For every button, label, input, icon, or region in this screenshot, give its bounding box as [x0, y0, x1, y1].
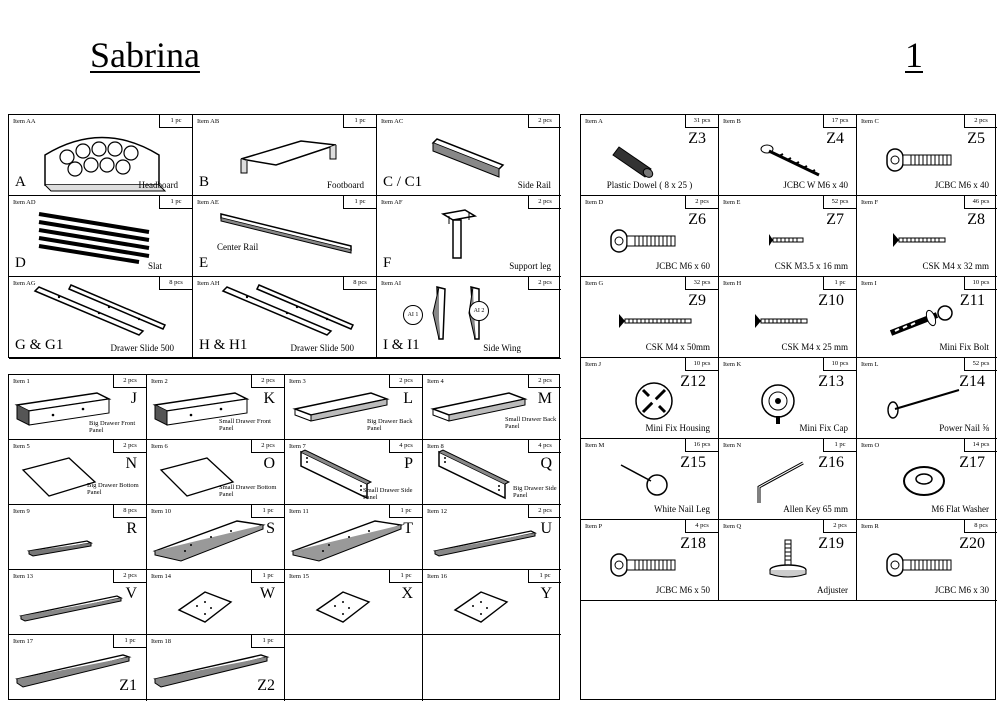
item-number: Item R: [861, 523, 879, 530]
empty-cell: [423, 635, 561, 701]
panel-cell: [285, 375, 423, 440]
part-name: JCBC M6 x 30: [934, 585, 989, 595]
part-code: Z3: [688, 130, 706, 147]
part-name: Plastic Dowel ( 8 x 25 ): [606, 180, 693, 190]
item-number: Item 17: [13, 638, 34, 645]
quantity-label: 17 pcs: [823, 115, 856, 128]
part-cell: [9, 196, 193, 277]
hardware-cell: [581, 115, 719, 196]
part-code: R: [126, 520, 137, 537]
panel-cell: [9, 375, 147, 440]
item-number: Item 2: [151, 378, 168, 385]
item-number: Item K: [723, 361, 742, 368]
strip-icon: [431, 527, 541, 562]
hardware-grid: [580, 114, 996, 700]
quantity-label: 1 pc: [343, 115, 376, 128]
part-letter: D: [15, 255, 26, 271]
quantity-label: 1 pc: [251, 570, 284, 583]
item-number: Item C: [861, 118, 879, 125]
quantity-label: 2 pcs: [251, 440, 284, 453]
panel-cell: [285, 505, 423, 570]
mini-fix-bolt-icon: [887, 301, 957, 346]
quantity-label: 1 pc: [251, 505, 284, 518]
part-cell: [377, 277, 561, 359]
part-code: Z6: [688, 211, 706, 228]
bottom-panel-icon: [19, 452, 99, 505]
part-letter: G & G1: [15, 337, 64, 353]
panel-cell: [147, 375, 285, 440]
empty-row: [581, 601, 997, 701]
part-name: Allen Key 65 mm: [783, 504, 848, 514]
quantity-label: 2 pcs: [113, 375, 146, 388]
part-code: Z11: [959, 292, 985, 309]
panel-cell: [147, 505, 285, 570]
part-code: Z1: [119, 677, 137, 694]
quantity-label: 2 pcs: [389, 375, 422, 388]
part-name: Side Rail: [517, 180, 551, 190]
part-code: N: [125, 455, 137, 472]
part-name: Drawer Slide 500: [110, 343, 174, 353]
item-number: Item AH: [197, 280, 220, 287]
panel-cell: [147, 440, 285, 505]
quantity-label: 8 pcs: [159, 277, 192, 290]
quantity-label: 1 pc: [343, 196, 376, 209]
part-name: Slat: [147, 261, 162, 271]
part-name: Big Drawer Front Panel: [89, 420, 136, 434]
bolt-icon: [885, 145, 955, 180]
part-code: Q: [540, 455, 552, 472]
item-number: Item AB: [197, 118, 220, 125]
item-number: Item Q: [723, 523, 742, 530]
screw-icon: [891, 230, 951, 255]
panel-cell: [285, 440, 423, 505]
quantity-label: 2 pcs: [113, 440, 146, 453]
quantity-label: 10 pcs: [823, 358, 856, 371]
quantity-label: 1 pc: [528, 570, 561, 583]
adjuster-icon: [763, 536, 813, 591]
strip-icon: [17, 592, 127, 627]
item-number: Item AF: [381, 199, 403, 206]
nail-leg-icon: [617, 461, 677, 506]
hardware-cell: [857, 196, 997, 277]
quantity-label: 2 pcs: [528, 196, 561, 209]
slat-icon: [29, 206, 159, 271]
quantity-label: 14 pcs: [964, 439, 997, 452]
quantity-label: 1 pc: [159, 196, 192, 209]
hardware-cell: [581, 439, 719, 520]
quantity-label: 1 pc: [113, 635, 146, 648]
part-name: Footboard: [327, 180, 364, 190]
part-cell: [193, 277, 377, 359]
footboard-icon: [231, 137, 341, 182]
item-number: Item 14: [151, 573, 172, 580]
quantity-label: 2 pcs: [823, 520, 856, 533]
quantity-label: 1 pc: [823, 439, 856, 452]
part-letter: H & H1: [199, 337, 248, 353]
item-number: Item AE: [197, 199, 219, 206]
quantity-label: 8 pcs: [113, 505, 146, 518]
hardware-cell: [719, 439, 857, 520]
part-code: V: [125, 585, 137, 602]
part-code: O: [263, 455, 275, 472]
item-number: Item J: [585, 361, 602, 368]
item-number: Item B: [723, 118, 741, 125]
part-name: Power Nail ⅝: [939, 423, 989, 433]
panel-cell: [285, 570, 423, 635]
hardware-cell: [581, 358, 719, 439]
panel-cell: [9, 635, 147, 701]
hardware-cell: [719, 196, 857, 277]
long-board-icon: [151, 651, 271, 696]
side-rail-icon: [429, 131, 509, 186]
panel-cell: [423, 570, 561, 635]
part-code: Y: [540, 585, 552, 602]
item-number: Item I: [861, 280, 877, 287]
item-number: Item 9: [13, 508, 30, 515]
panel-cell: [9, 570, 147, 635]
screw-icon: [753, 311, 813, 336]
part-name: Side Wing: [483, 343, 521, 353]
hardware-cell: [719, 277, 857, 358]
item-number: Item A: [585, 118, 603, 125]
part-code: U: [540, 520, 552, 537]
bracket-icon: [451, 586, 511, 631]
item-number: Item 11: [289, 508, 309, 515]
part-code: W: [259, 585, 275, 602]
part-name: Big Drawer Side Panel: [513, 485, 557, 499]
quantity-label: 10 pcs: [964, 277, 997, 290]
part-letter: I & I1: [383, 337, 420, 353]
part-name: JCBC W M6 x 40: [783, 180, 848, 190]
quantity-label: 2 pcs: [528, 375, 561, 388]
support-leg-icon: [439, 206, 479, 271]
quantity-label: 2 pcs: [113, 570, 146, 583]
part-cell: [377, 115, 561, 196]
quantity-label: 8 pcs: [964, 520, 997, 533]
part-name: Small Drawer Front Panel: [219, 418, 271, 432]
part-letter: B: [199, 174, 210, 190]
part-letter: F: [383, 255, 392, 271]
part-code: K: [263, 390, 275, 407]
panel-cell: [423, 375, 561, 440]
nail-icon: [883, 382, 963, 427]
panel-cell: [9, 440, 147, 505]
quantity-label: 4 pcs: [685, 520, 718, 533]
part-code: Z14: [959, 373, 985, 390]
part-name: Drawer Slide 500: [290, 343, 354, 353]
bolt-icon: [609, 226, 679, 261]
part-cell: [193, 115, 377, 196]
item-number: Item M: [585, 442, 605, 449]
part-code: Z10: [818, 292, 844, 309]
mini-fix-cap-icon: [753, 376, 803, 431]
hardware-cell: [857, 115, 997, 196]
quantity-label: 32 pcs: [685, 277, 718, 290]
part-tag: AI 1: [403, 305, 423, 325]
part-name: Big Drawer Back Panel: [367, 418, 413, 432]
part-name: CSK M4 x 25 mm: [781, 342, 848, 352]
hardware-cell: [719, 520, 857, 601]
item-number: Item L: [861, 361, 879, 368]
item-number: Item 6: [151, 443, 168, 450]
part-cell: [377, 196, 561, 277]
center-rail-icon: [217, 208, 357, 263]
bolt-icon: [609, 550, 679, 585]
item-number: Item 15: [289, 573, 310, 580]
part-code: S: [266, 520, 275, 537]
quantity-label: 31 pcs: [685, 115, 718, 128]
part-code: Z15: [680, 454, 706, 471]
part-code: J: [130, 390, 137, 407]
part-name: Small Drawer Back Panel: [505, 416, 557, 430]
bracket-icon: [313, 586, 373, 631]
quantity-label: 2 pcs: [251, 375, 284, 388]
part-code: Z5: [967, 130, 985, 147]
panel-cell: [9, 505, 147, 570]
hardware-cell: [719, 358, 857, 439]
item-number: Item 18: [151, 638, 172, 645]
large-parts-grid: [8, 114, 560, 358]
part-name: Mini Fix Bolt: [939, 342, 989, 352]
item-number: Item AI: [381, 280, 402, 287]
hardware-cell: [581, 520, 719, 601]
item-number: Item 4: [427, 378, 444, 385]
part-code: Z16: [818, 454, 844, 471]
hardware-cell: [719, 115, 857, 196]
part-name: White Nail Leg: [654, 504, 710, 514]
quantity-label: 52 pcs: [964, 358, 997, 371]
quantity-label: 2 pcs: [964, 115, 997, 128]
block-icon: [25, 529, 95, 564]
item-number: Item P: [585, 523, 603, 530]
hardware-cell: [857, 439, 997, 520]
quantity-label: 8 pcs: [343, 277, 376, 290]
part-name: Support leg: [509, 261, 551, 271]
part-code: Z18: [680, 535, 706, 552]
panels-grid: [8, 374, 560, 700]
long-board-icon: [13, 651, 133, 696]
panel-cell: [147, 570, 285, 635]
part-name: Adjuster: [817, 585, 848, 595]
part-name: Big Drawer Bottom Panel: [87, 482, 139, 496]
item-number: Item 10: [151, 508, 172, 515]
quantity-label: 1 pc: [159, 115, 192, 128]
side-panel-icon: [435, 444, 515, 505]
item-number: Item 8: [427, 443, 444, 450]
part-code: Z13: [818, 373, 844, 390]
empty-cell: [285, 635, 423, 701]
part-cell: [9, 115, 193, 196]
quantity-label: 52 pcs: [823, 196, 856, 209]
part-code: M: [537, 390, 552, 407]
part-name: M6 Flat Washer: [931, 504, 989, 514]
part-code: Z7: [826, 211, 844, 228]
part-name: Small Drawer Bottom Panel: [219, 484, 277, 498]
panel-cell: [147, 635, 285, 701]
item-number: Item O: [861, 442, 880, 449]
part-letter: E: [199, 255, 209, 271]
part-code: Z8: [967, 211, 985, 228]
quantity-label: 1 pc: [389, 505, 422, 518]
panel-cell: [423, 505, 561, 570]
part-code: L: [403, 390, 413, 407]
part-code: X: [401, 585, 413, 602]
quantity-label: 1 pc: [389, 570, 422, 583]
long-screw-icon: [617, 311, 697, 336]
hardware-cell: [581, 277, 719, 358]
item-number: Item H: [723, 280, 742, 287]
part-name: Small Drawer Side Panel: [363, 487, 413, 501]
bolt-icon: [885, 550, 955, 585]
hardware-cell: [857, 520, 997, 601]
hardware-cell: [857, 358, 997, 439]
part-tag: AI 2: [469, 301, 489, 321]
item-number: Item 13: [13, 573, 34, 580]
quantity-label: 10 pcs: [685, 358, 718, 371]
part-letter: A: [15, 174, 26, 190]
part-cell: [193, 196, 377, 277]
part-code: Z19: [818, 535, 844, 552]
part-name: CSK M3.5 x 16 mm: [774, 261, 848, 271]
item-number: Item G: [585, 280, 604, 287]
quantity-label: 16 pcs: [685, 439, 718, 452]
item-number: Item AC: [381, 118, 404, 125]
part-name: CSK M4 x 50mm: [645, 342, 710, 352]
part-code: Z4: [826, 130, 844, 147]
quantity-label: 2 pcs: [528, 505, 561, 518]
item-number: Item 12: [427, 508, 448, 515]
bracket-icon: [175, 586, 235, 631]
quantity-label: 1 pc: [823, 277, 856, 290]
item-number: Item E: [723, 199, 741, 206]
part-code: Z12: [680, 373, 706, 390]
item-number: Item F: [861, 199, 879, 206]
quantity-label: 46 pcs: [964, 196, 997, 209]
part-code: T: [403, 520, 413, 537]
item-number: Item D: [585, 199, 604, 206]
item-number: Item 5: [13, 443, 30, 450]
quantity-label: 4 pcs: [389, 440, 422, 453]
board-icon: [289, 517, 409, 567]
quantity-label: 2 pcs: [685, 196, 718, 209]
item-number: Item 1: [13, 378, 30, 385]
item-number: Item N: [723, 442, 742, 449]
part-code: Z20: [959, 535, 985, 552]
item-number: Item 3: [289, 378, 306, 385]
short-screw-icon: [767, 230, 807, 255]
quantity-label: 4 pcs: [528, 440, 561, 453]
page-number: 1: [905, 35, 923, 75]
part-name: Mini Fix Cap: [799, 423, 848, 433]
part-name: Mini Fix Housing: [645, 423, 710, 433]
part-code: P: [404, 455, 413, 472]
panel-cell: [423, 440, 561, 505]
part-name: JCBC M6 x 60: [655, 261, 710, 271]
item-number: Item AA: [13, 118, 36, 125]
part-code: Z17: [959, 454, 985, 471]
item-number: Item 16: [427, 573, 448, 580]
part-cell: [9, 277, 193, 359]
part-code: Z2: [257, 677, 275, 694]
quantity-label: 2 pcs: [528, 277, 561, 290]
part-letter: C / C1: [383, 174, 423, 190]
item-number: Item AD: [13, 199, 36, 206]
washer-icon: [899, 461, 949, 506]
part-name: Headboard: [138, 180, 178, 190]
item-number: Item AG: [13, 280, 36, 287]
hardware-cell: [581, 196, 719, 277]
part-name: CSK M4 x 32 mm: [922, 261, 989, 271]
document-title: Sabrina: [90, 35, 200, 75]
part-name: Center Rail: [217, 242, 259, 252]
item-number: Item 7: [289, 443, 306, 450]
hardware-cell: [857, 277, 997, 358]
quantity-label: 2 pcs: [528, 115, 561, 128]
part-name: JCBC M6 x 50: [655, 585, 710, 595]
quantity-label: 1 pc: [251, 635, 284, 648]
part-name: JCBC M6 x 40: [934, 180, 989, 190]
board-icon: [151, 517, 271, 567]
part-code: Z9: [688, 292, 706, 309]
